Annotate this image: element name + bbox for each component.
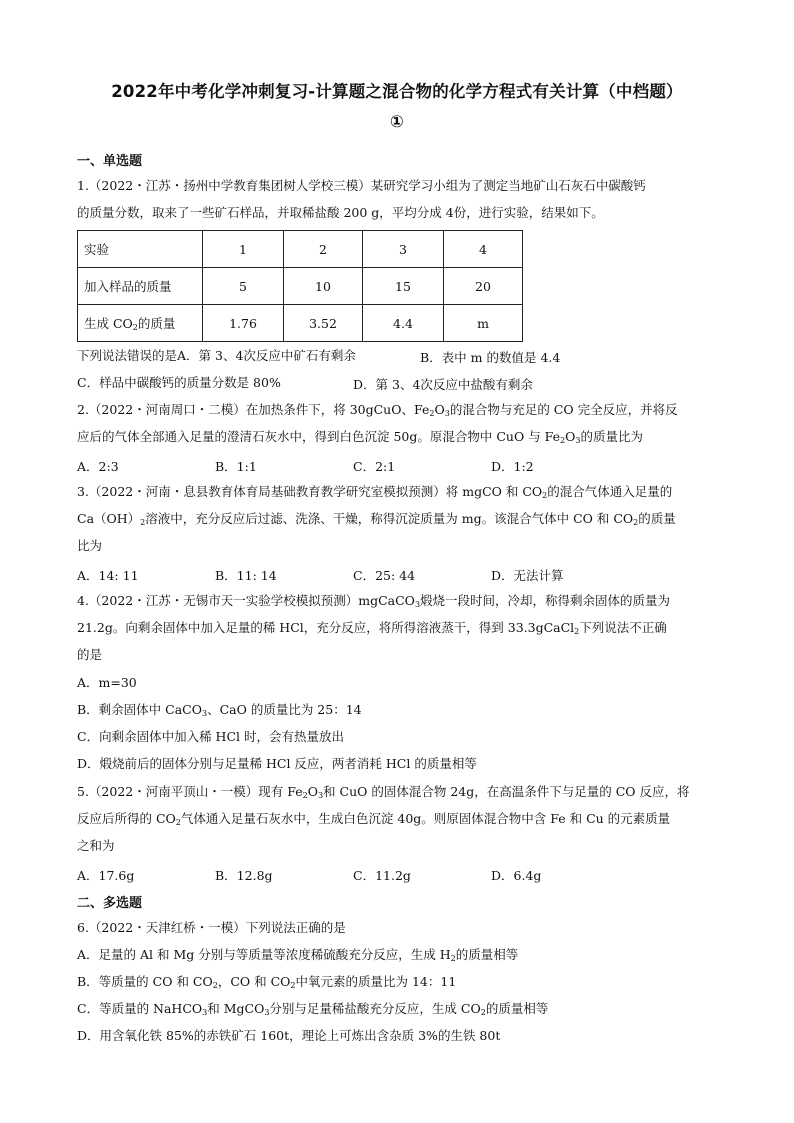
table-cell: 4: [444, 231, 523, 268]
table-cell: 1.76: [203, 305, 284, 342]
q3-option-c: C．25: 44: [353, 568, 416, 583]
q1-option-c: C．样品中碳酸钙的质量分数是 80%: [77, 375, 281, 390]
q1-option-d: D．第 3、4次反应中盐酸有剩余: [353, 377, 533, 392]
section-heading-multiple-choice: 二、多选题: [77, 896, 143, 911]
page-title: 2022年中考化学冲刺复习-计算题之混合物的化学方程式有关计算（中档题）: [111, 82, 683, 101]
q4-option-d: D．煅烧前后的固体分别与足量稀 HCl 反应，两者消耗 HCl 的质量相等: [77, 756, 477, 771]
q6-stem: 6.（2022・天津红桥・一模）下列说法正确的是: [77, 920, 346, 935]
table-cell: 20: [444, 268, 523, 305]
q3-stem-line2: $Ca(OH)_2$溶液中，充分反应后过滤、洗涤、干燥，称得沉淀质量为 mg。该混合气体中 CO 和 $CO_2$的质量: [77, 511, 676, 527]
q4-stem-line3: 的是: [77, 647, 103, 662]
q3-option-d: D．无法计算: [491, 568, 564, 583]
q3-stem-line3: 比为: [77, 538, 103, 553]
table-cell: 生成 $CO_2$的质量: [78, 305, 203, 342]
q2-option-c: C．2:1: [353, 459, 396, 474]
table-cell: m: [444, 305, 523, 342]
q1-stem-and-option-a: 下列说法错误的是A．第 3、4次反应中矿石有剩余: [77, 348, 356, 363]
q4-stem-line2: 21.2g。向剩余固体中加入足量的稀 HCl，充分反应，将所得溶液蒸干，得到 33.3gCaCl$_2$下列说法不正确: [77, 620, 667, 636]
page-title-number: ①: [389, 112, 405, 131]
q6-option-b: B．等质量的 CO 和 $CO_2$，CO 和 $CO_2$中氧元素的质量比为 14：11: [77, 974, 457, 990]
q4-stem-line1: 4.（2022・江苏・无锡市天一实验学校模拟预测）mgCaCO$_3$煅烧一段时间，冷却，称得剩余固体的质量为: [77, 593, 671, 609]
table-cell: 1: [203, 231, 284, 268]
q5-stem-line3: 之和为: [77, 838, 115, 853]
table-cell: 2: [284, 231, 363, 268]
q2-stem-line2: 应后的气体全部通入足量的澄清石灰水中，得到白色沉淀 50g。原混合物中 CuO 与 $Fe_2O_3$的质量比为: [77, 429, 644, 445]
section-heading-single-choice: 一、单选题: [77, 154, 143, 169]
q2-option-d: D．1:2: [491, 459, 534, 474]
q3-option-b: B．11: 14: [215, 568, 277, 583]
q5-option-c: C．11.2g: [353, 868, 411, 883]
q2-option-a: A．2:3: [77, 459, 119, 474]
q5-option-a: A．17.6g: [77, 868, 135, 883]
table-cell: 5: [203, 268, 284, 305]
q3-option-a: A．14: 11: [77, 568, 139, 583]
q2-stem-line1: 2.（2022・河南周口・二模）在加热条件下，将 30gCuO、$Fe_2O_3$的混合物与充足的 CO 完全反应，并将反: [77, 402, 678, 418]
q4-option-a: A．m=30: [77, 675, 137, 690]
table-row: [78, 305, 523, 342]
table-cell: 加入样品的质量: [78, 268, 203, 305]
q1-data-table: [77, 230, 523, 342]
q1-stem-line1: 1.（2022・江苏・扬州中学教育集团树人学校三模）某研究学习小组为了测定当地矿山石灰石中碳酸钙: [77, 178, 646, 193]
q6-option-a: A．足量的 Al 和 Mg 分别与等质量等浓度稀硫酸充分反应，生成 $H_2$的质量相等: [77, 947, 519, 963]
q6-option-d: D．用含氧化铁 85%的赤铁矿石 160t，理论上可炼出含杂质 3%的生铁 80t: [77, 1028, 501, 1043]
q2-option-b: B．1:1: [215, 459, 257, 474]
table-cell: 3: [363, 231, 444, 268]
q4-option-b: B．剩余固体中 CaCO$_3$、CaO 的质量比为 25：14: [77, 702, 362, 718]
table-header-row: [78, 231, 523, 268]
table-cell: 4.4: [363, 305, 444, 342]
q5-option-b: B．12.8g: [215, 868, 273, 883]
q4-option-c: C．向剩余固体中加入稀 HCl 时，会有热量放出: [77, 729, 344, 744]
q1-stem-line2: 的质量分数，取来了一些矿石样品，并取稀盐酸 200 g，平均分成 4份，进行实验，结果如下。: [77, 205, 604, 220]
q5-stem-line2: 反应后所得的 $CO_2$气体通入足量石灰水中，生成白色沉淀 40g。则原固体混合物中含 Fe 和 Cu 的元素质量: [77, 811, 671, 827]
table-cell: 10: [284, 268, 363, 305]
table-cell: 3.52: [284, 305, 363, 342]
q3-stem-line1: 3.（2022・河南・息县教育体育局基础教育教学研究室模拟预测）将 mgCO 和 $CO_2$的混合气体通入足量的: [77, 484, 673, 500]
q6-option-c: C．等质量的 NaHCO$_3$和 MgCO$_3$分别与足量稀盐酸充分反应，生成 $CO_2$的质量相等: [77, 1001, 549, 1017]
q5-stem-line1: 5.（2022・河南平顶山・一模）现有 $Fe_2O_3$和 CuO 的固体混合物 24g，在高温条件下与足量的 CO 反应，将: [77, 784, 690, 800]
table-cell: 实验: [78, 231, 203, 268]
q1-option-b: B．表中 m 的数值是 4.4: [420, 350, 561, 365]
q5-option-d: D．6.4g: [491, 868, 542, 883]
table-cell: 15: [363, 268, 444, 305]
table-row: [78, 268, 523, 305]
